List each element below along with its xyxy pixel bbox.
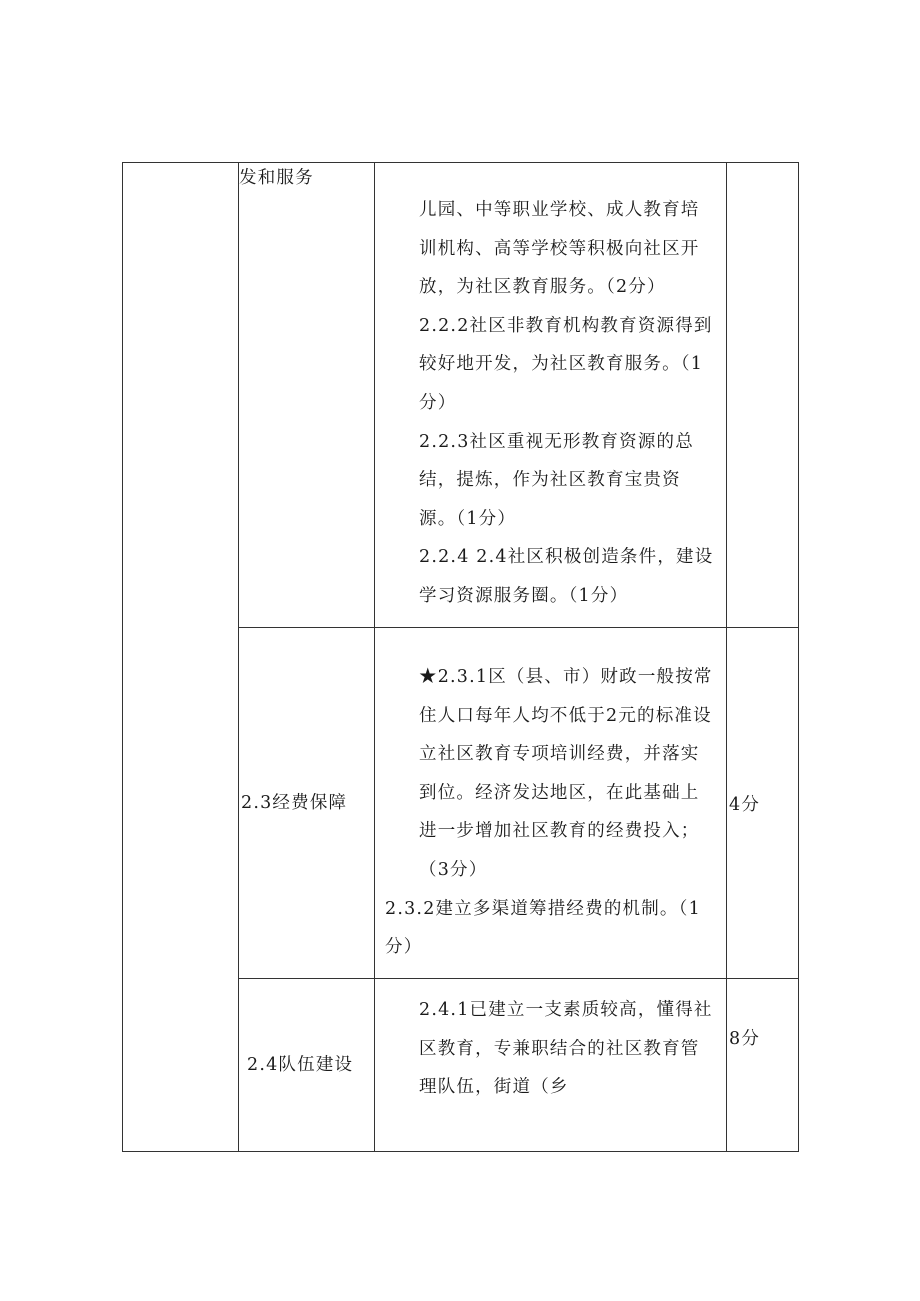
score-cell (727, 628, 799, 979)
item-label: 发和服务 (239, 168, 314, 188)
score-cell (727, 979, 799, 1152)
item-cell (239, 163, 375, 628)
item-label: 2.3经费保障 (241, 793, 348, 813)
criterion-text: 2.3.2建立多渠道筹措经费的机制。（1分） (385, 898, 701, 958)
content-cell (375, 628, 727, 979)
criterion-text: 2.2.2社区非教育机构教育资源得到较好地开发，为社区教育服务。（1分） (419, 315, 713, 413)
item-label: 2.4队伍建设 (247, 1055, 354, 1075)
item-cell (239, 979, 375, 1152)
content-cell (375, 979, 727, 1152)
criterion-text: 2.4.1已建立一支素质较高，懂得社区教育，专兼职结合的社区教育管理队伍，街道（乡 (419, 1000, 713, 1098)
criterion-text: 2.2.3社区重视无形教育资源的总结，提炼，作为社区教育宝贵资源。（1分） (419, 431, 694, 529)
criterion-text: 2.2.4 2.4社区积极创造条件，建设学习资源服务圈。（1分） (419, 547, 714, 606)
score-cell (727, 163, 799, 628)
item-cell (239, 628, 375, 979)
evaluation-table (122, 162, 799, 1152)
table-row (123, 163, 799, 628)
criterion-text: 儿园、中等职业学校、成人教育培训机构、高等学校等积极向社区开放，为社区教育服务。（2分） (419, 200, 700, 298)
score-label: 4分 (729, 794, 761, 815)
category-cell (123, 163, 239, 1152)
score-label: 8分 (729, 1029, 761, 1049)
content-cell (375, 163, 727, 628)
criterion-text: ★2.3.1区（县、市）财政一般按常住人口每年人均不低于2元的标准设立社区教育专项培训经费，并落实到位。经济发达地区，在此基础上进一步增加社区教育的经费投入；（3分） (419, 667, 713, 880)
